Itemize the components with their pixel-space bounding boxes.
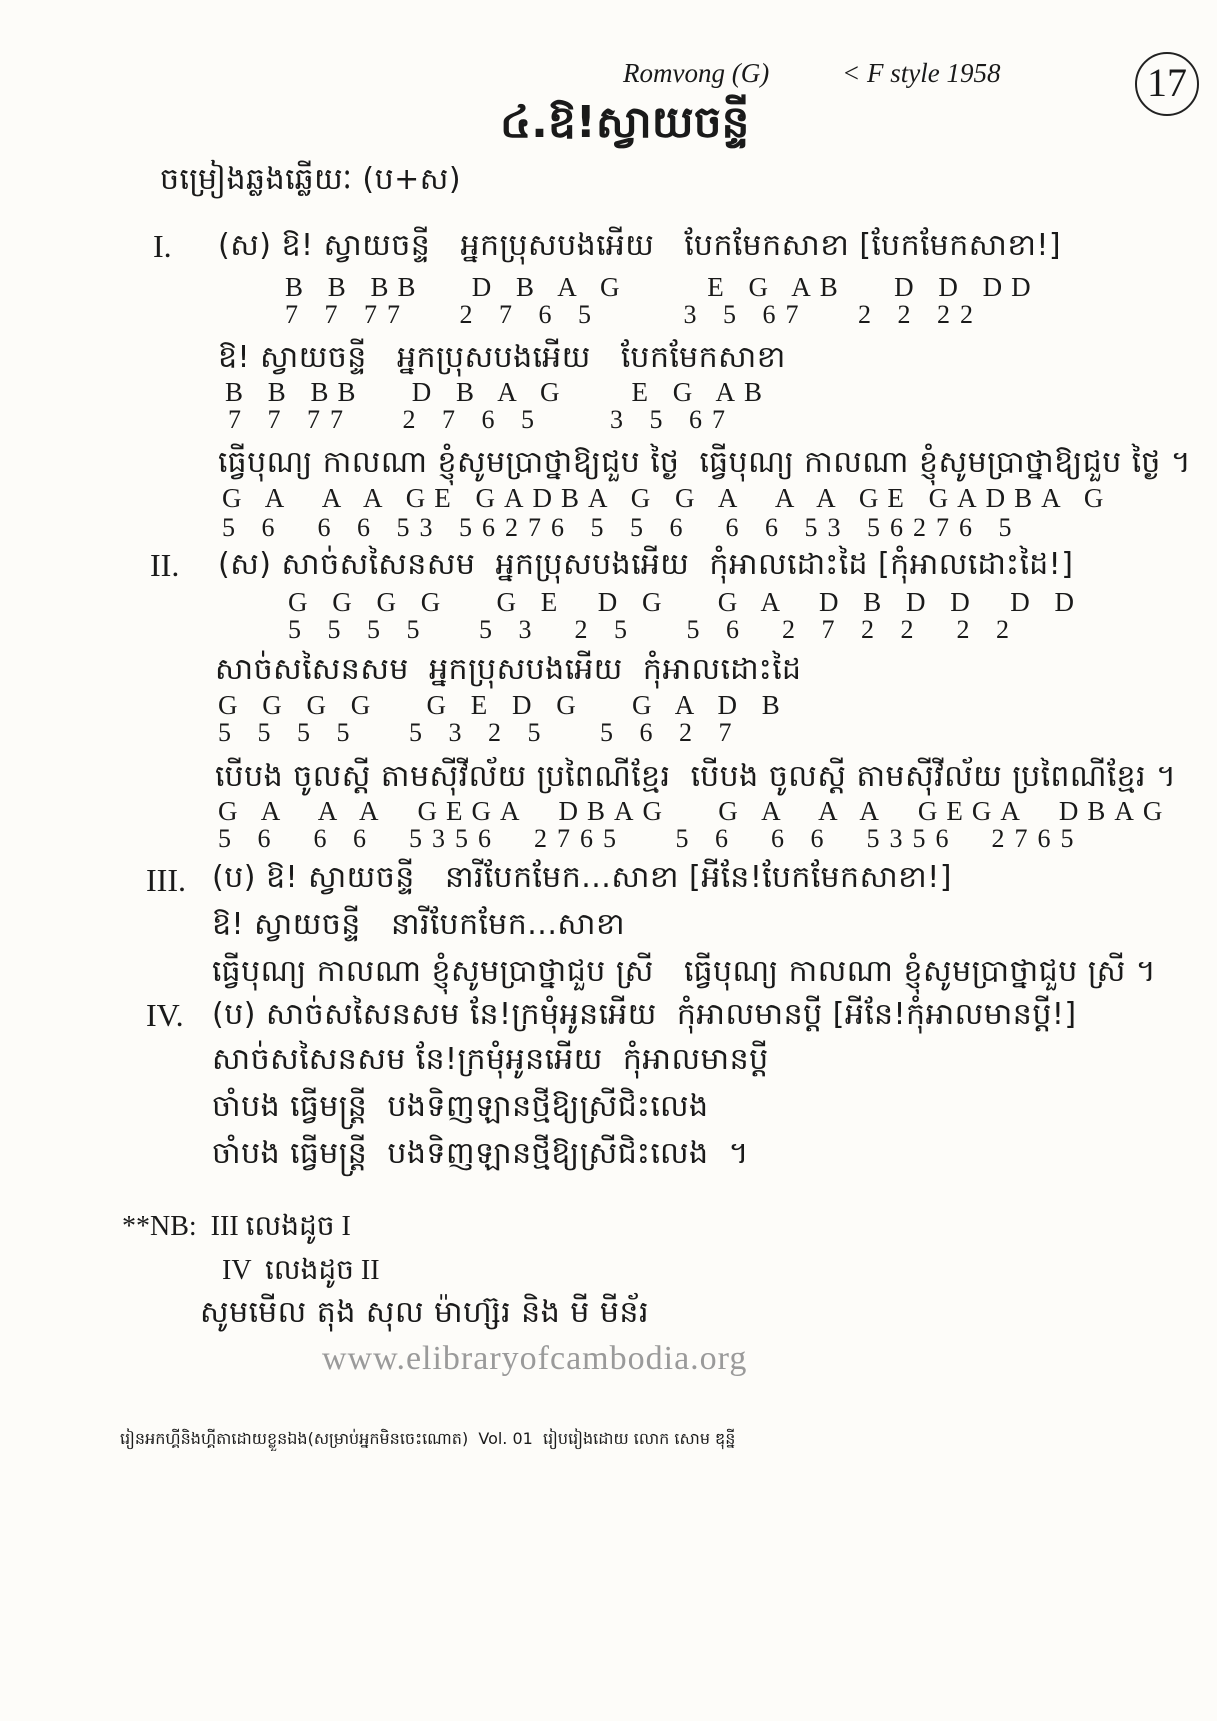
lyric-line: (ប) សាច់សសៃនសម នែ!ក្រមុំអូនអើយ កុំអាលមានប្ដី [អីនែ!កុំអាលមានប្ដី!] <box>212 997 1077 1032</box>
style-year: < F style 1958 <box>842 58 1001 88</box>
section-numeral: IV. <box>146 997 184 1033</box>
note-letters: B B BB D B A G E G AB <box>225 377 772 407</box>
note-numbers: 5 6 6 6 53 56276 5 5 6 6 6 53 56276 5 <box>222 513 1022 542</box>
note-numbers: 5 5 5 5 5 3 2 5 5 6 2 7 2 2 2 2 <box>288 615 1019 644</box>
note-numbers: 7 7 77 2 7 6 5 3 5 67 2 2 22 <box>285 300 983 329</box>
lyric-line: ចាំបង ធ្វើមន្ត្រី បងទិញឡានថ្មីឱ្យស្រីជិះលេង <box>212 1089 709 1124</box>
style-key: Romvong (G) <box>623 58 770 88</box>
lyric-line: ឱ! ស្វាយចន្ទី អ្នកប្រុសបងអើយ បែកមែកសាខា <box>218 340 786 375</box>
nb-line-1: **NB: III លេងដូច I <box>122 1211 351 1242</box>
note-letters: G G G G G E D G G A D B D D D D <box>288 587 1084 617</box>
nb-line-2: IV លេងដូច II <box>222 1255 380 1286</box>
note-letters: B B BB D B A G E G AB D D DD <box>285 272 1040 302</box>
song-title: ៤.ឱ!ស្វាយចន្ទី <box>500 97 750 148</box>
lyric-line: (ស) ឱ! ស្វាយចន្ទី អ្នកប្រុសបងអើយ បែកមែកសាខា [បែកមែកសាខា!] <box>218 228 1062 263</box>
lyric-line: ចាំបង ធ្វើមន្ត្រី បងទិញឡានថ្មីឱ្យស្រីជិះលេង ។ <box>212 1136 749 1171</box>
lyric-line: សាច់សសៃនសម អ្នកប្រុសបងអើយ កុំអាលដោះដៃ <box>215 652 802 687</box>
song-subtitle: ចម្រៀងឆ្លងឆ្លើយៈ (ប+ស) <box>160 162 462 197</box>
lyric-line: ធ្វើបុណ្យ កាលណា ខ្ញុំសូមប្រាថ្នាជួប ស្រី ធ្វើបុណ្យ កាលណា ខ្ញុំសូមប្រាថ្នាជួប ស្រី ។ <box>212 954 1157 989</box>
note-letters: G A A A GE GADBA G G A A A GE GADBA G <box>222 483 1113 513</box>
watermark-url: www.elibraryofcambodia.org <box>322 1340 748 1377</box>
note-numbers: 5 6 6 6 5356 2765 5 6 6 6 5356 2765 <box>218 824 1084 853</box>
section-numeral: I. <box>153 228 172 264</box>
section-numeral: III. <box>146 862 186 898</box>
lyric-line: ឱ! ស្វាយចន្ទី នារីបែកមែក...សាខា <box>212 907 626 942</box>
page-footer: រៀនអកហ្គីនិងហ្គីតាដោយខ្លួនឯង(សម្រាប់អ្នកមិនចេះណោត) Vol. 01 រៀបរៀងដោយ លោក សោម ឌុន្នី <box>120 1429 736 1448</box>
note-numbers: 5 5 5 5 5 3 2 5 5 6 2 7 <box>218 718 742 747</box>
note-numbers: 7 7 77 2 7 6 5 3 5 67 <box>228 405 735 434</box>
nb-line-3: សូមមើល តុង សុល ម៉ាហ្ស៊រ និង មី មីន័រ <box>200 1295 649 1330</box>
lyric-line: (ស) សាច់សសៃនសម អ្នកប្រុសបងអើយ កុំអាលដោះដៃ [កុំអាលដោះដៃ!] <box>218 547 1074 582</box>
note-letters: G A A A GEGA DBAG G A A A GEGA DBAG <box>218 796 1172 826</box>
section-numeral: II. <box>150 547 180 583</box>
lyric-line: ធ្វើបុណ្យ កាលណា ខ្ញុំសូមប្រាថ្នាឱ្យជួប ថ្ងៃ ធ្វើបុណ្យ កាលណា ខ្ញុំសូមប្រាថ្នាឱ្យជួប ថ្ងៃ ។ <box>218 445 1192 480</box>
lyric-line: បើបង ចូលស្ដី តាមស៊ីវីល័យ ប្រពៃណីខ្មែរ បើបង ចូលស្ដី តាមស៊ីវីល័យ ប្រពៃណីខ្មែរ ។ <box>215 759 1177 794</box>
note-letters: G G G G G E D G G A D B <box>218 690 789 720</box>
page-number-badge: 17 <box>1135 52 1199 116</box>
lyric-line: សាច់សសៃនសម នែ!ក្រមុំអូនអើយ កុំអាលមានប្ដី <box>212 1042 769 1077</box>
lyric-line: (ប) ឱ! ស្វាយចន្ទី នារីបែកមែក...សាខា [អីនែ!បែកមែកសាខា!] <box>212 860 952 895</box>
